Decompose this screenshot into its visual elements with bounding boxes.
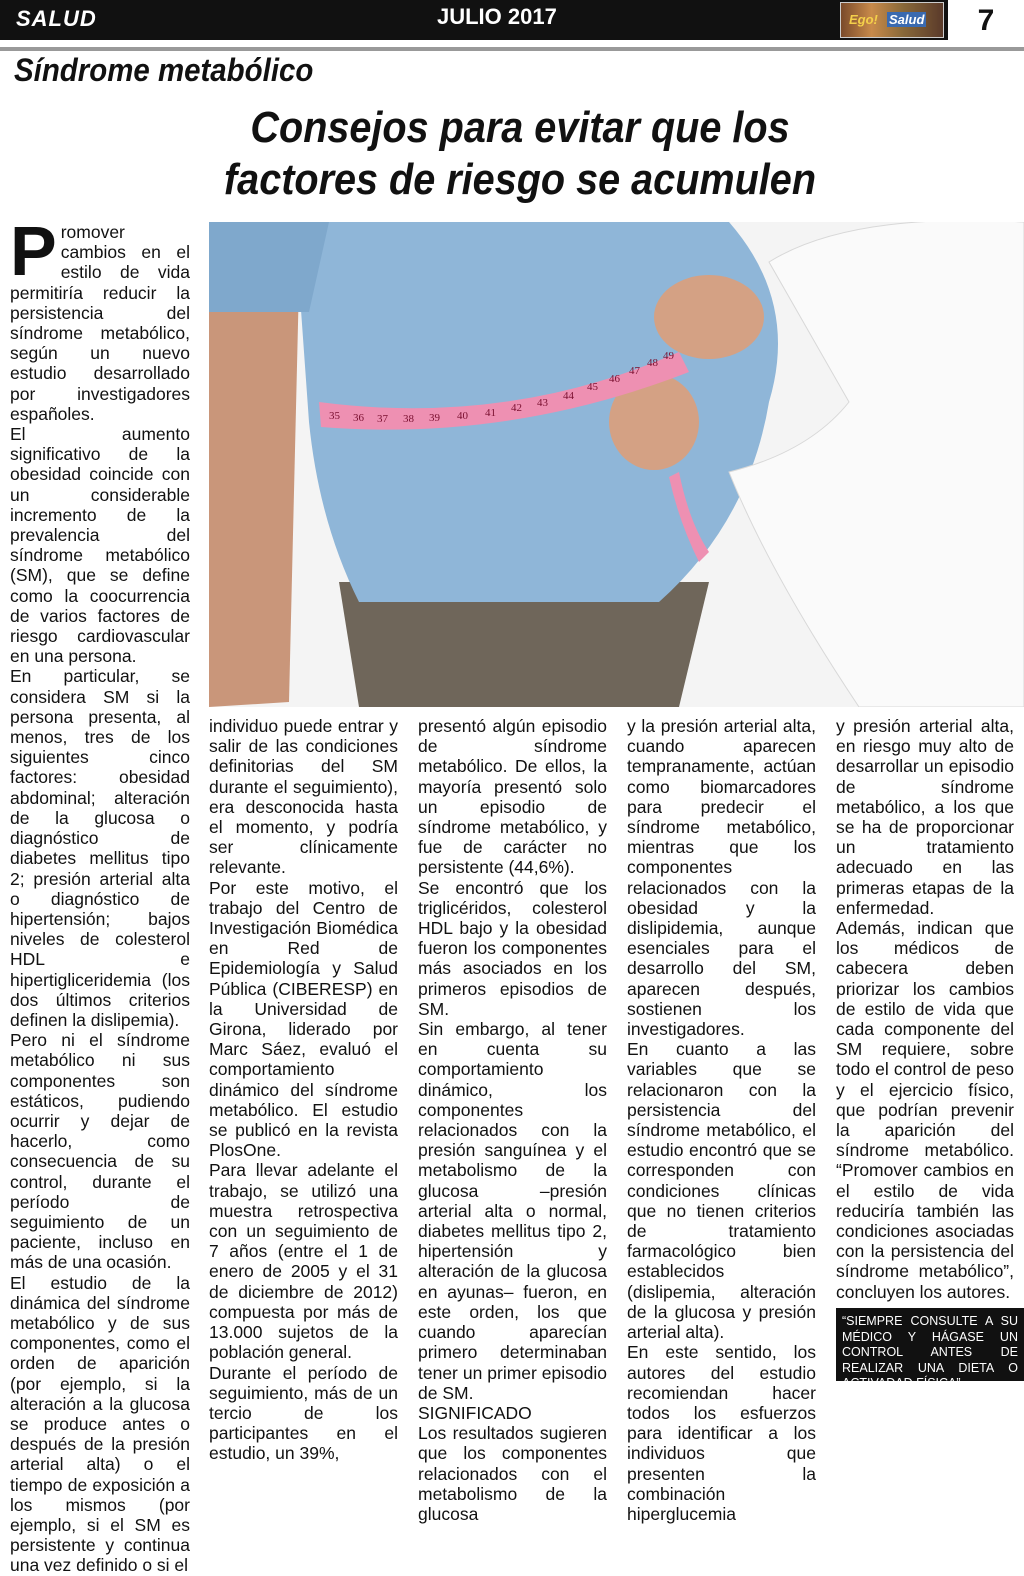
tape-number: 47 bbox=[629, 365, 640, 377]
paragraph: En particular, se considera SM si la persona presenta, al menos, tres de los siguientes cinco factores: obesidad abdominal; alteración de la glucosa o diagnóstico de diabetes mellitus tipo 2; presión arterial alta o diagnóstico de hipertensión; bajos niveles de colesterol HDL e hipertigliceridemia (los dos últimos criterios definen la dislipemia). bbox=[10, 666, 190, 1030]
advice-callout: “SIEMPRE CONSULTE A SU MÉDICO Y HÁGASE UN CONTROL ANTES DE REALIZAR UNA DIETA O ACTIVADAD FÍSICA” bbox=[836, 1308, 1024, 1381]
article-column-3 bbox=[418, 716, 607, 1524]
magazine-logo bbox=[840, 2, 944, 38]
tape-number: 36 bbox=[353, 412, 364, 424]
tape-number: 35 bbox=[329, 410, 340, 422]
paragraph: En este sentido, los autores del estudio recomiendan hacer todos los esfuerzos para identificar a los individuos que presenten la combinación hiperglucemia bbox=[627, 1342, 816, 1524]
article-column-4 bbox=[627, 716, 816, 1524]
paragraph: Además, indican que los médicos de cabecera deben priorizar los cambios de estilo de vida que cada componente del SM requiere, sobre todo el control de peso y el ejercicio físico, que podrían prevenir la aparición del síndrome metabólico. “Promover cambios en el estilo de vida reduciría también las condiciones asociadas con la persistencia del síndrome metabólico”, concluyen los autores. bbox=[836, 918, 1014, 1302]
tape-number: 42 bbox=[511, 402, 522, 414]
logo-text-ego: Ego! bbox=[849, 12, 878, 27]
tape-number: 39 bbox=[429, 412, 440, 424]
page-header bbox=[0, 0, 1024, 40]
paragraph: Durante el período de seguimiento, más de un tercio de los participantes en el estudio, un 39%, bbox=[209, 1362, 398, 1464]
section-name: SALUD bbox=[16, 6, 97, 31]
header-rule bbox=[0, 47, 1024, 51]
subheading: SIGNIFICADO bbox=[418, 1402, 532, 1423]
logo-text-salud: Salud bbox=[889, 12, 925, 27]
paragraph: Los resultados sugieren que los componentes relacionados con el metabolismo de la glucosa bbox=[418, 1423, 607, 1524]
tape-number: 48 bbox=[647, 357, 658, 369]
tape-number: 44 bbox=[563, 390, 574, 402]
paragraph: Pero ni el síndrome metabólico ni sus componentes son estáticos, pudiendo ocurrir y dejar de hacerlo, como consecuencia de su control, durante el período de seguimiento de un paciente, incluso en más de una ocasión. bbox=[10, 1030, 190, 1273]
tape-number: 43 bbox=[537, 397, 548, 409]
tape-number: 49 bbox=[663, 350, 674, 362]
paragraph: El estudio de la dinámica del síndrome metabólico y de sus componentes, como el orden de aparición (por ejemplo, si la alteración a la glucosa se produce antes o después de la presión arterial alta) o el tiempo de exposición a los mismos (por ejemplo, si el SM es persistente y continua una vez definido o si el bbox=[10, 1272, 190, 1576]
tape-number: 41 bbox=[485, 407, 496, 419]
paragraph: En cuanto a las variables que se relacionaron con la persistencia del síndrome metabólico, el estudio encontró que se corresponden con condiciones clínicas que no tienen criterios de tratamiento farmacológico bien establecidos (dislipemia, alteración de la glucosa y presión arterial alta). bbox=[627, 1039, 816, 1343]
issue-date: JULIO 2017 bbox=[437, 4, 557, 29]
article-column-1 bbox=[10, 212, 190, 1576]
page-number: 7 bbox=[948, 0, 1024, 40]
paragraph: Sin embargo, al tener en cuenta su comportamiento dinámico, los componentes relacionados con la presión sanguínea y el metabolismo de la glucosa –presión arterial alta o normal, diabetes mellitus tipo 2, hipertensión y alteración de la glucosa en ayunas– fueron, en este orden, los que cuando aparecían primero determinaban tener un primer episodio de SM. bbox=[418, 1019, 607, 1403]
paragraph: y presión arterial alta, en riesgo muy alto de desarrollar un episodio de síndrome metabólico, a los que se ha de proporcionar un tratamiento adecuado en las primeras etapas de la enfermedad. bbox=[836, 716, 1014, 918]
paragraph-text: romover cambios en el estilo de vida permitiría reducir la persistencia del síndrome metabólico, según un nuevo estudio desarrollado por investigadores españoles. bbox=[10, 222, 190, 424]
paragraph: Se encontró que los triglicéridos, colesterol HDL bajo y la obesidad fueron los componentes más asociados en los primeros episodios de SM. bbox=[418, 877, 607, 1019]
tape-number: 45 bbox=[587, 381, 598, 393]
paragraph: presentó algún episodio de síndrome metabólico. De ellos, la mayoría presentó solo un episodio de síndrome metabólico, y fue de carácter no persistente (44,6%). bbox=[418, 716, 607, 878]
tape-number: 38 bbox=[403, 413, 414, 425]
article-column-2 bbox=[209, 716, 398, 1464]
tape-number: 37 bbox=[377, 413, 388, 425]
waist-measurement-illustration bbox=[209, 222, 1024, 707]
article-column-5 bbox=[836, 716, 1014, 1302]
paragraph: El aumento significativo de la obesidad coincide con un considerable incremento de la prevalencia del síndrome metabólico (SM), que se define como la coocurrencia de varios factores de riesgo cardiovascular en una persona. bbox=[10, 424, 190, 667]
paragraph: Por este motivo, el trabajo del Centro de Investigación Biomédica en Red de Epidemiología y Salud Pública (CIBERESP) en la Universidad de Girona, liderado por Marc Sáez, evaluó el comportamiento dinámico del síndrome metabólico. El estudio se publicó en la revista PlosOne. bbox=[209, 877, 398, 1161]
paragraph: y la presión arterial alta, cuando aparecen tempranamente, actúan como biomarcadores para predecir el síndrome metabólico, mientras que los componentes relacionados con la obesidad y la dislipidemia, aunque esenciales para el desarrollo del SM, aparecen después, sostienen los investigadores. bbox=[627, 716, 816, 1040]
article-photo bbox=[209, 222, 1024, 707]
tape-number: 46 bbox=[609, 373, 620, 385]
headline: Consejos para evitar que los factores de riesgo se acumulen bbox=[223, 103, 817, 204]
paragraph: individuo puede entrar y salir de las condiciones definitorias del SM durante el seguimiento), era desconocida hasta el momento, y podría ser clínicamente relevante. bbox=[209, 716, 398, 878]
paragraph bbox=[10, 212, 190, 424]
paragraph: Para llevar adelante el trabajo, se utilizó una muestra retrospectiva con un seguimiento de 7 años (entre el 1 de enero de 2005 y el 31 de diciembre de 2012) compuesta por más de 13.000 sujetos de la población general. bbox=[209, 1160, 398, 1363]
drop-cap: P bbox=[10, 212, 57, 290]
kicker: Síndrome metabólico bbox=[14, 52, 314, 88]
tape-number: 40 bbox=[457, 410, 468, 422]
